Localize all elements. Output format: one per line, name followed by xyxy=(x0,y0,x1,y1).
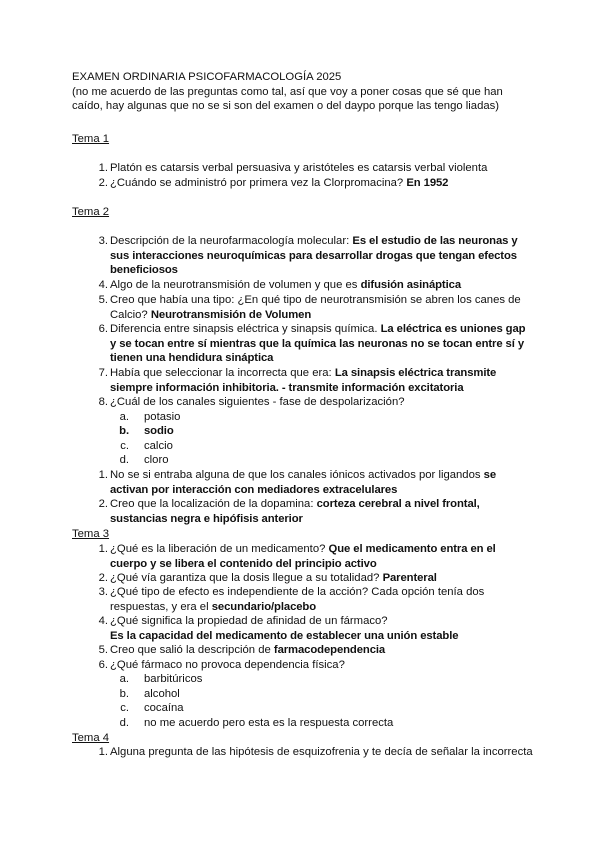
option-text: alcohol xyxy=(144,688,180,700)
answer-text: Es el estudio de las neuronas y xyxy=(352,235,518,247)
answer-text: difusión asináptica xyxy=(360,279,461,291)
question-number: 8. xyxy=(98,396,108,408)
option-text: calcio xyxy=(144,440,173,452)
option-letter: b. xyxy=(119,425,129,437)
option-letter: c. xyxy=(120,440,129,452)
question-number: 6. xyxy=(98,323,108,335)
question-text: ¿Qué es la liberación de un medicamento? xyxy=(110,543,326,555)
answer-text: secundario/placebo xyxy=(211,600,317,613)
question-text: Creo que la localización de la dopamina: xyxy=(110,498,314,510)
question-text: ¿Cuándo se administró por primera vez la Clorpromacina? xyxy=(110,177,404,189)
question-text: Descripción de la neurofarmacología molecular: xyxy=(110,235,350,247)
question-number: 5. xyxy=(98,294,108,306)
answer-text: corteza cerebral a nivel frontal, xyxy=(316,498,480,510)
question-number: 3. xyxy=(98,235,108,247)
option-text: cloro xyxy=(144,454,169,466)
answer-text: En 1952 xyxy=(406,177,449,189)
answer-text: cuerpo y se libera el contenido del principio activo xyxy=(110,557,377,570)
question-number: 1. xyxy=(98,469,108,481)
option-letter: d. xyxy=(119,454,129,466)
tema-1-heading: Tema 1 xyxy=(72,133,110,145)
tema-2-heading: Tema 2 xyxy=(72,206,110,218)
answer-text: Neurotransmisión de Volumen xyxy=(150,308,312,321)
question-text: Alguna pregunta de las hipótesis de esquizofrenia y te decía de señalar la incorrecta xyxy=(110,746,533,758)
header-note-line-1: (no me acuerdo de las preguntas como tal, así que voy a poner cosas que sé que han xyxy=(72,85,503,98)
question-text: ¿Qué tipo de efecto es independiente de la acción? Cada opción tenía dos xyxy=(110,586,485,598)
document-header xyxy=(72,70,532,114)
option-text: potasio xyxy=(144,411,181,423)
question-text: Calcio? xyxy=(110,308,148,321)
document-title: EXAMEN ORDINARIA PSICOFARMACOLOGÍA 2025 xyxy=(72,71,342,83)
answer-text: Que el medicamento entra en el xyxy=(328,543,496,555)
option-letter: b. xyxy=(119,688,129,700)
question-text: Creo que había una tipo: ¿En qué tipo de neurotransmisión se abren los canes de xyxy=(110,294,521,306)
question-text: ¿Qué significa la propiedad de afinidad de un fármaco? xyxy=(110,615,388,627)
question-text: Creo que salió la descripción de xyxy=(110,644,271,656)
question-number: 4. xyxy=(98,615,108,627)
question-text: ¿Qué fármaco no provoca dependencia física? xyxy=(110,659,345,671)
answer-text: Es la capacidad del medicamento de establecer una unión estable xyxy=(110,629,459,642)
question-text: Algo de la neurotransmisión de volumen y que es xyxy=(110,279,358,291)
option-letter: a. xyxy=(119,411,129,423)
answer-text: La eléctrica es uniones gap xyxy=(380,323,526,335)
question-number: 2. xyxy=(98,498,108,510)
answer-text: siempre información inhibitoria. - transmite información excitatoria xyxy=(110,381,464,394)
question-number: 2. xyxy=(98,177,108,189)
answer-text: activan por interacción con mediadores extracelulares xyxy=(110,483,398,496)
question-text: respuestas, y era el xyxy=(110,600,209,613)
option-letter: a. xyxy=(119,673,129,685)
option-text: no me acuerdo pero esta es la respuesta correcta xyxy=(144,717,394,729)
option-text: barbitúricos xyxy=(144,673,203,685)
answer-text: farmacodependencia xyxy=(273,644,386,656)
tema-3-heading: Tema 3 xyxy=(72,528,110,540)
question-text: Había que seleccionar la incorrecta que era: xyxy=(110,367,332,379)
answer-text: se xyxy=(483,469,497,481)
question-text: No se si entraba alguna de que los canales iónicos activados por ligandos xyxy=(110,469,481,481)
question-number: 3. xyxy=(98,586,108,598)
question-text: ¿Cuál de los canales siguientes - fase de despolarización? xyxy=(110,396,405,408)
question-number: 7. xyxy=(98,367,108,379)
question-number: 2. xyxy=(98,572,108,584)
answer-text: La sinapsis eléctrica transmite xyxy=(334,367,497,379)
question-text: Platón es catarsis verbal persuasiva y aristóteles es catarsis verbal violenta xyxy=(110,162,488,174)
option-letter: d. xyxy=(119,717,129,729)
answer-text: Parenteral xyxy=(382,572,437,584)
header-note-line-2: caído, hay algunas que no se si son del examen o del daypo porque las tengo liadas) xyxy=(72,100,500,113)
question-number: 6. xyxy=(98,659,108,671)
tema-4-heading: Tema 4 xyxy=(72,732,110,744)
option-text: sodio xyxy=(144,425,174,437)
question-number: 1. xyxy=(98,746,108,758)
answer-text: sus interacciones neuroquímicas para desarrollar drogas que tengan efectos xyxy=(110,249,517,262)
question-number: 5. xyxy=(98,644,108,656)
question-text: ¿Qué vía garantiza que la dosis llegue a su totalidad? xyxy=(110,572,380,584)
question-number: 4. xyxy=(98,279,108,291)
question-text: Diferencia entre sinapsis eléctrica y sinapsis química. xyxy=(110,323,378,335)
option-text: cocaína xyxy=(144,702,184,714)
question-number: 1. xyxy=(98,543,108,555)
answer-text: tienen una hendidura sináptica xyxy=(110,352,274,365)
question-number: 1. xyxy=(98,162,108,174)
answer-text: sustancias negra e hipófisis anterior xyxy=(110,512,303,525)
option-letter: c. xyxy=(120,702,129,714)
answer-text: y se tocan entre sí mientras que la química las neuronas no se tocan entre sí y xyxy=(110,337,525,350)
answer-text: beneficiosos xyxy=(110,264,178,277)
